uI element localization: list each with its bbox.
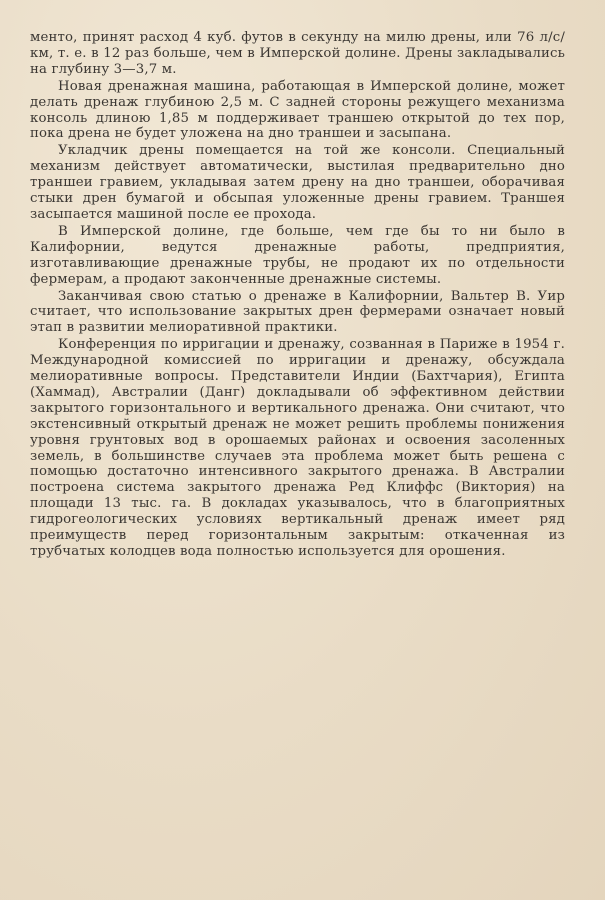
paragraph-drain-layer: Укладчик дрены помещается на той же консоли. Специальный механизм действует автоматически, выстилая предварительно дно траншеи гравием, укладывая затем дрену на дно траншеи, оборачивая стыки дрен бумагой и обсыпая уложенные дрены гравием. Траншея засыпается машиной после ее прохода.	[30, 143, 565, 222]
paragraph-conclusion-weir: Заканчивая свою статью о дренаже в Калифорнии, Вальтер В. Уир считает, что использование закрытых дрен фермерами означает новый этап в развитии мелиоративной практики.	[30, 288, 565, 336]
paragraph-continuation: менто, принят расход 4 куб. футов в секунду на милю дрены, или 76 л/с/км, т. е. в 12 раз больше, чем в Имперской долине. Дрены закладывались на глубину 3—3,7 м.	[30, 30, 565, 77]
paragraph-imperial-valley: В Имперской долине, где больше, чем где бы то ни было в Калифорнии, ведутся дренажные работы, предприятия, изготавливающие дренажные трубы, не продают их по отдельности фермерам, а продают законченные дренажные системы.	[30, 223, 565, 287]
paragraph-drainage-machine: Новая дренажная машина, работающая в Имперской долине, может делать дренаж глубиною 2,5 м. С задней стороны режущего механизма консоль длиною 1,85 м поддерживает траншею открытой до тех пор, пока дрена не будет уложена на дно траншеи и засыпана.	[30, 78, 565, 142]
paragraph-paris-conference: Конференция по ирригации и дренажу, созванная в Париже в 1954 г. Международной комиссией по ирригации и дренажу, обсуждала мелиоративные вопросы. Представители Индии (Бахтчария), Египта (Хаммад), Австралии (Данг) докладывали об эффективном действии закрытого горизонтального и вертикального дренажа. Они считают, что экстенсивный открытый дренаж не может решить проблемы понижения уровня грунтовых вод в орошаемых районах и освоения засоленных земель, в большинстве случаев эта проблема может быть решена с помощью достаточно интенсивного закрытого дренажа. В Австралии построена система закрытого дренажа Ред Клиффс (Виктория) на площади 13 тыс. га. В докладах указывалось, что в благоприятных гидрогеологических условиях вертикальный дренаж имеет ряд преимуществ перед горизонтальным закрытым: откаченная из трубчатых колодцев вода полностью используется для орошения.	[30, 337, 565, 559]
